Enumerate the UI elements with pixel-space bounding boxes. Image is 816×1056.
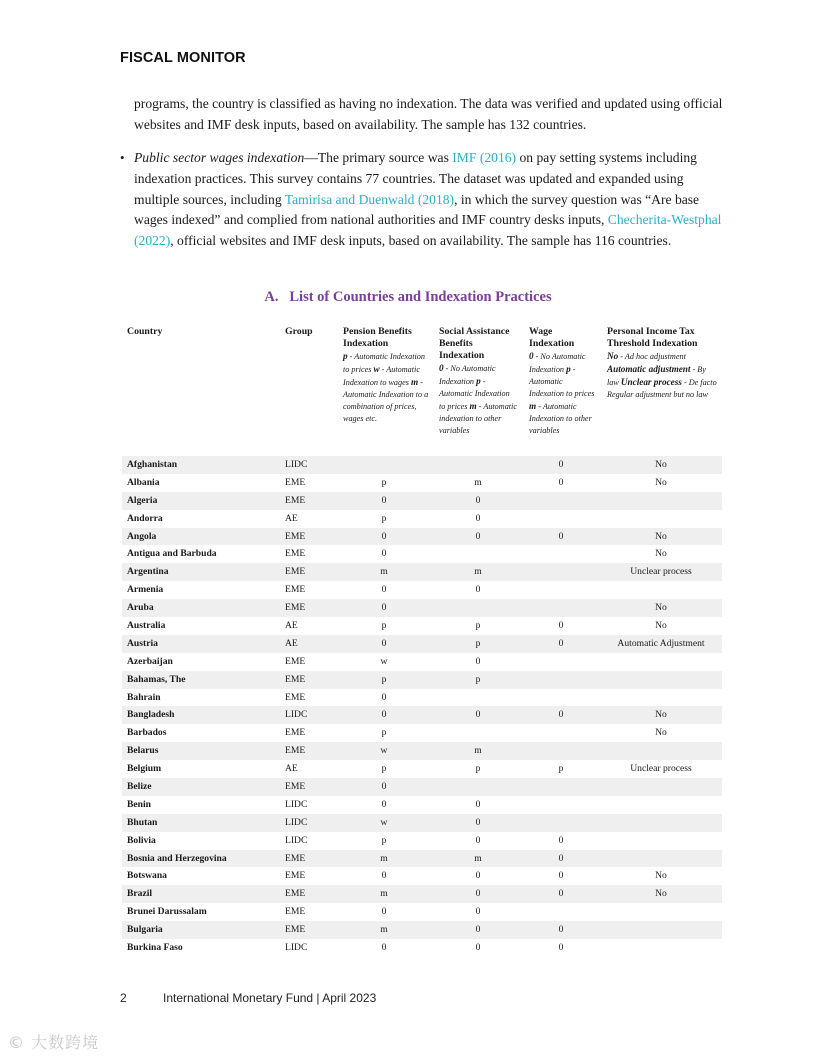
cell-group: EME xyxy=(285,476,306,488)
cell-wage: 0 xyxy=(558,476,564,488)
cell-tax: No xyxy=(655,602,667,614)
cell-pension: w xyxy=(380,745,388,757)
cell-social: 0 xyxy=(475,906,481,918)
cell-pension: p xyxy=(381,763,387,775)
cell-social: m xyxy=(474,745,482,757)
header-note-desc: - Automatic Indexation to a combination of prices, wages etc. xyxy=(343,378,429,423)
cell-tax: No xyxy=(655,727,667,739)
bullet-dot: • xyxy=(120,150,125,165)
cell-country: Albania xyxy=(127,476,160,488)
cell-pension: 0 xyxy=(381,637,387,649)
cell-country: Argentina xyxy=(127,566,169,578)
table-row xyxy=(122,778,722,796)
cell-group: EME xyxy=(285,602,306,614)
cell-country: Andorra xyxy=(127,512,163,524)
table-row xyxy=(122,885,722,903)
table-row xyxy=(122,528,722,546)
cell-social: 0 xyxy=(475,870,481,882)
cell-wage: 0 xyxy=(558,620,564,632)
cell-pension: 0 xyxy=(381,691,387,703)
header-note-desc: - Automatic Indexation to prices xyxy=(343,352,425,374)
cell-pension: 0 xyxy=(381,494,387,506)
cell-country: Azerbaijan xyxy=(127,655,173,667)
cell-group: LIDC xyxy=(285,459,308,470)
cell-wage: 0 xyxy=(558,834,564,846)
header-note-code: p xyxy=(566,364,571,374)
header-note-code: m xyxy=(529,401,537,411)
header-group: Group xyxy=(285,326,313,337)
cell-group: EME xyxy=(285,781,306,793)
link-imf-2016[interactable]: IMF (2016) xyxy=(452,150,517,165)
cell-tax: No xyxy=(655,459,667,470)
cell-country: Bangladesh xyxy=(127,709,175,721)
cell-group: EME xyxy=(285,691,306,703)
table-row xyxy=(122,510,722,528)
paragraph-wages-bullet xyxy=(134,148,726,252)
indexation-table xyxy=(122,322,722,957)
cell-group: EME xyxy=(285,727,306,739)
cell-social: 0 xyxy=(475,530,481,542)
header-note xyxy=(607,378,717,399)
cell-tax: No xyxy=(655,530,667,542)
header-tax-notes xyxy=(607,350,719,401)
header-note-desc: - Automatic Indexation to wages xyxy=(343,365,420,387)
header-note-desc: - De facto Regular adjustment but no law xyxy=(607,378,717,399)
cell-pension: m xyxy=(380,924,388,936)
header-pension xyxy=(343,326,429,425)
bullet-text-3: , in which the survey question was “Are base wages indexed” and complied from national authorities and IMF country desks inputs, xyxy=(134,191,700,228)
cell-social: p xyxy=(475,763,481,775)
table-row xyxy=(122,599,722,617)
header-wage xyxy=(529,326,595,437)
table-row xyxy=(122,492,722,510)
cell-country: Bulgaria xyxy=(127,924,163,936)
cell-country: Bhutan xyxy=(127,816,158,828)
header-wage-notes xyxy=(529,350,595,437)
header-note-code: No xyxy=(607,351,619,361)
cell-tax: No xyxy=(655,888,667,900)
cell-country: Belize xyxy=(127,781,152,793)
table-row xyxy=(122,867,722,885)
table-row xyxy=(122,724,722,742)
cell-pension: w xyxy=(380,655,388,667)
cell-social: 0 xyxy=(475,494,481,506)
bullet-term: Public sector wages indexation xyxy=(134,150,305,165)
header-pension-title: Pension Benefits Indexation xyxy=(343,326,412,349)
cell-country: Bahamas, The xyxy=(127,673,186,685)
header-note-code: m xyxy=(411,377,419,387)
cell-wage: p xyxy=(558,763,564,775)
table-row xyxy=(122,832,722,850)
header-note-desc: - Automatic indexation to other variables xyxy=(439,402,517,435)
table-row xyxy=(122,689,722,707)
cell-social: 0 xyxy=(475,512,481,524)
cell-country: Afghanistan xyxy=(127,459,178,470)
cell-country: Antigua and Barbuda xyxy=(127,548,217,560)
header-tax xyxy=(607,326,719,401)
cell-pension: 0 xyxy=(381,942,387,954)
footer-text: International Monetary Fund | April 2023 xyxy=(163,991,377,1005)
cell-pension: w xyxy=(380,816,388,828)
cell-pension: p xyxy=(381,512,387,524)
cell-tax: No xyxy=(655,870,667,882)
header-note-code: Unclear process xyxy=(620,377,682,387)
header-note-code: w xyxy=(373,364,380,374)
cell-country: Belarus xyxy=(127,745,159,757)
cell-wage: 0 xyxy=(558,637,564,649)
cell-country: Austria xyxy=(127,637,158,649)
header-country: Country xyxy=(127,326,163,337)
header-note xyxy=(439,364,496,386)
table-header xyxy=(122,322,722,456)
cell-group: EME xyxy=(285,655,306,667)
cell-wage: 0 xyxy=(558,870,564,882)
header-tax-title: Personal Income Tax Threshold Indexation xyxy=(607,326,698,349)
cell-pension: 0 xyxy=(381,781,387,793)
table-row xyxy=(122,706,722,724)
header-note xyxy=(529,352,586,374)
cell-pension: 0 xyxy=(381,584,387,596)
cell-country: Botswana xyxy=(127,870,167,882)
cell-group: EME xyxy=(285,530,306,542)
cell-country: Brazil xyxy=(127,888,153,900)
cell-social: 0 xyxy=(475,834,481,846)
cell-pension: m xyxy=(380,888,388,900)
cell-social: 0 xyxy=(475,942,481,954)
header-social-notes xyxy=(439,362,517,437)
link-tamirisa-duenwald[interactable]: Tamirisa and Duenwald (2018) xyxy=(284,191,455,207)
cell-group: EME xyxy=(285,745,306,757)
cell-country: Bahrain xyxy=(127,691,161,703)
header-note-code: Automatic adjustment xyxy=(607,364,691,374)
cell-wage: 0 xyxy=(558,888,564,900)
cell-group: LIDC xyxy=(285,942,308,954)
cell-country: Aruba xyxy=(127,602,154,614)
cell-pension: 0 xyxy=(381,530,387,542)
cell-social: 0 xyxy=(475,655,481,667)
table-row xyxy=(122,742,722,760)
cell-pension: 0 xyxy=(381,906,387,918)
header-note-code: m xyxy=(469,401,477,411)
table-row xyxy=(122,456,722,474)
header-note-desc: - No Automatic Indexation xyxy=(529,352,586,374)
header-social xyxy=(439,326,517,437)
running-head: FISCAL MONITOR xyxy=(120,50,246,66)
table-row xyxy=(122,653,722,671)
cell-wage: 0 xyxy=(558,852,564,864)
cell-group: AE xyxy=(285,637,298,649)
header-note-desc: - Automatic Indexation to other variables xyxy=(529,402,592,435)
header-note-desc: - No Automatic Indexation xyxy=(439,364,496,386)
cell-tax: Unclear process xyxy=(630,566,692,578)
cell-tax: No xyxy=(655,476,667,488)
cell-country: Bolivia xyxy=(127,834,156,846)
cell-social: 0 xyxy=(475,709,481,721)
cell-group: EME xyxy=(285,566,306,578)
cell-group: EME xyxy=(285,673,306,685)
cell-social: p xyxy=(475,673,481,685)
header-note-code: p xyxy=(343,351,348,361)
cell-pension: p xyxy=(381,727,387,739)
cell-wage: 0 xyxy=(558,709,564,721)
cell-social: m xyxy=(474,852,482,864)
cell-country: Benin xyxy=(127,798,151,810)
cell-group: EME xyxy=(285,494,306,506)
watermark: © 大数跨境 xyxy=(8,1033,100,1052)
cell-group: LIDC xyxy=(285,709,308,721)
paragraph-intro: programs, the country is classified as having no indexation. The data was verified and updated using official websites and IMF desk inputs, based on availability. The sample has 132 countries. xyxy=(134,96,723,132)
cell-tax: Unclear process xyxy=(630,763,692,775)
cell-social: p xyxy=(475,620,481,632)
cell-group: AE xyxy=(285,763,298,775)
cell-group: LIDC xyxy=(285,834,308,846)
table-row xyxy=(122,903,722,921)
cell-country: Belgium xyxy=(127,763,162,775)
table-row xyxy=(122,850,722,868)
cell-pension: m xyxy=(380,852,388,864)
cell-country: Algeria xyxy=(127,494,158,506)
cell-group: AE xyxy=(285,512,298,524)
cell-country: Bosnia and Herzegovina xyxy=(127,852,227,864)
cell-country: Angola xyxy=(127,530,157,542)
cell-country: Brunei Darussalam xyxy=(127,906,207,918)
header-note-code: p xyxy=(476,376,481,386)
table-row xyxy=(122,760,722,778)
table-row xyxy=(122,474,722,492)
cell-social: 0 xyxy=(475,924,481,936)
cell-group: EME xyxy=(285,584,306,596)
cell-pension: p xyxy=(381,476,387,488)
table-row xyxy=(122,545,722,563)
cell-social: 0 xyxy=(475,816,481,828)
table-row xyxy=(122,617,722,635)
bullet-text-2: on pay setting systems including indexation practices. This survey contains 77 countries. The dataset was updated and expanded using multiple sources, including xyxy=(134,150,697,207)
cell-group: EME xyxy=(285,906,306,918)
cell-group: AE xyxy=(285,620,298,632)
header-note xyxy=(529,402,592,435)
cell-social: m xyxy=(474,566,482,578)
cell-group: EME xyxy=(285,924,306,936)
cell-wage: 0 xyxy=(558,924,564,936)
cell-social: m xyxy=(474,476,482,488)
table-row xyxy=(122,563,722,581)
cell-tax: No xyxy=(655,620,667,632)
cell-wage: 0 xyxy=(558,530,564,542)
cell-pension: 0 xyxy=(381,602,387,614)
cell-wage: 0 xyxy=(558,459,564,470)
page-number: 2 xyxy=(120,991,127,1005)
table-row xyxy=(122,581,722,599)
cell-pension: p xyxy=(381,834,387,846)
cell-pension: 0 xyxy=(381,870,387,882)
header-note-code: 0 xyxy=(439,363,444,373)
cell-pension: 0 xyxy=(381,548,387,560)
header-note-desc: - Ad hoc adjustment xyxy=(618,352,686,361)
cell-tax: No xyxy=(655,709,667,721)
cell-group: LIDC xyxy=(285,816,308,828)
header-wage-title: Wage Indexation xyxy=(529,326,575,349)
cell-group: EME xyxy=(285,852,306,864)
cell-group: LIDC xyxy=(285,798,308,810)
link-checherita-westphal[interactable]: Checherita-Westphal (2022) xyxy=(134,212,722,249)
table-title: A. List of Countries and Indexation Practices xyxy=(264,289,552,305)
cell-social: 0 xyxy=(475,798,481,810)
header-note xyxy=(607,352,686,361)
header-pension-notes xyxy=(343,350,429,425)
cell-country: Barbados xyxy=(127,727,167,739)
table-row xyxy=(122,796,722,814)
cell-group: EME xyxy=(285,548,306,560)
header-note-code: 0 xyxy=(529,351,534,361)
table-row xyxy=(122,671,722,689)
cell-country: Australia xyxy=(127,620,166,632)
header-social-title: Social Assistance Benefits Indexation xyxy=(439,326,510,361)
cell-pension: p xyxy=(381,673,387,685)
cell-social: 0 xyxy=(475,584,481,596)
cell-pension: m xyxy=(380,566,388,578)
cell-wage: 0 xyxy=(558,942,564,954)
table-row xyxy=(122,939,722,957)
cell-group: EME xyxy=(285,888,306,900)
cell-pension: 0 xyxy=(381,709,387,721)
header-note-desc: - Automatic Indexation to prices xyxy=(529,365,595,398)
header-note-desc: - By law xyxy=(607,365,706,387)
header-note-desc: - Automatic Indexation to prices xyxy=(439,377,510,411)
cell-tax: No xyxy=(655,548,667,560)
table-body xyxy=(122,456,722,957)
table-row xyxy=(122,635,722,653)
cell-country: Burkina Faso xyxy=(127,942,183,954)
cell-pension: 0 xyxy=(381,798,387,810)
cell-tax: Automatic Adjustment xyxy=(617,637,705,649)
cell-social: p xyxy=(475,637,481,649)
bullet-text-1: —The primary source was xyxy=(304,150,453,165)
table-row xyxy=(122,814,722,832)
cell-country: Armenia xyxy=(127,584,164,596)
table-row xyxy=(122,921,722,939)
bullet-text-4: , official websites and IMF desk inputs, based on availability. The sample has 116 countries. xyxy=(170,233,672,249)
cell-group: EME xyxy=(285,870,306,882)
cell-social: 0 xyxy=(475,888,481,900)
cell-pension: p xyxy=(381,620,387,632)
